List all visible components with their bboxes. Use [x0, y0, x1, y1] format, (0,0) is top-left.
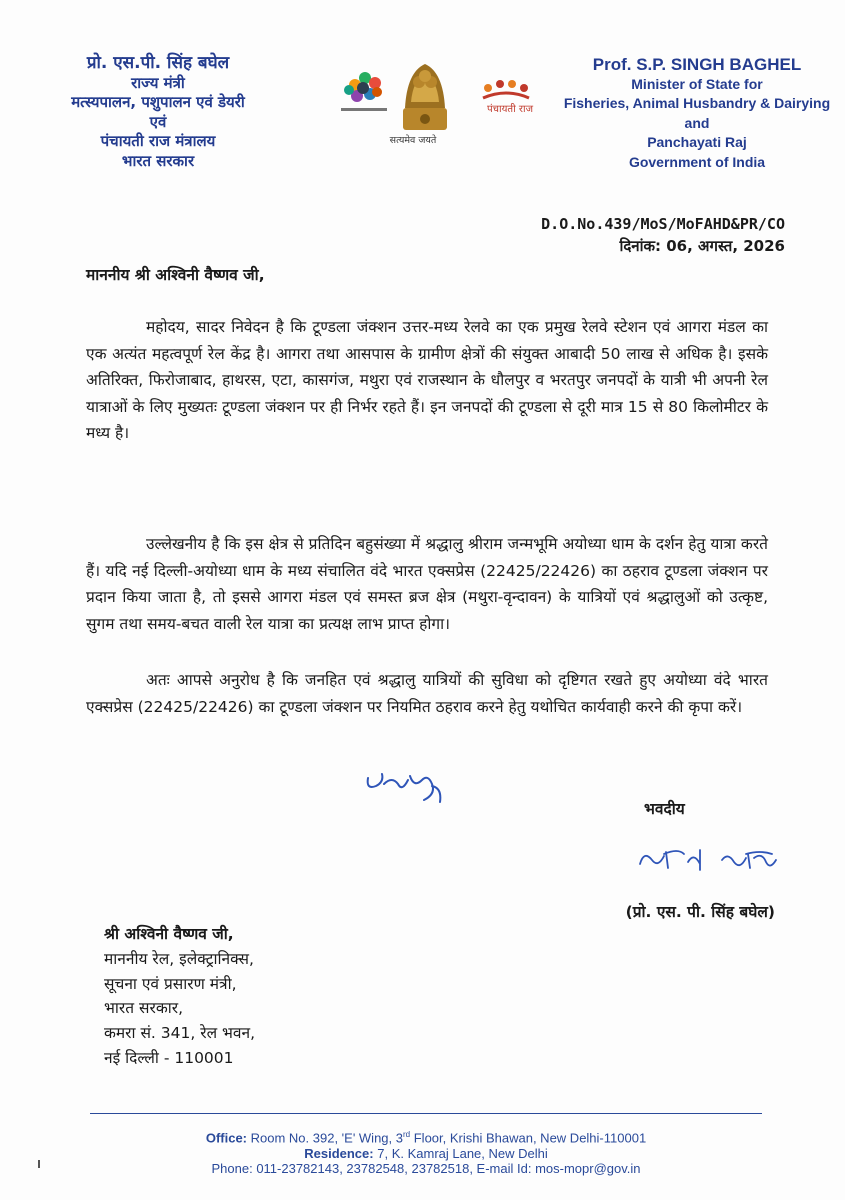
ministry-line-2-english: Panchayati Raj [647, 134, 747, 150]
reference-block [541, 213, 785, 257]
addressee-block [104, 922, 255, 1071]
office-address-sup: rd [403, 1130, 411, 1139]
ministry-line-2-hindi: पंचायती राज मंत्रालय [100, 132, 216, 150]
minister-name-english: Prof. S.P. SINGH BAGHEL [592, 55, 802, 74]
residence-label: Residence: [304, 1145, 374, 1161]
body-paragraph-2: उल्लेखनीय है कि इस क्षेत्र से प्रतिदिन बहुसंख्या में श्रद्धालु श्रीराम जन्मभूमि अयोध्या धाम के दर्शन हेतु यात्रा करते हैं। यदि नई दिल्ली-अयोध्या धाम के मध्य संचालित वंदे भारत एक्सप्रेस (22425/22426) का ठहराव टूण्डला जंक्शन पर प्रदान किया जाता है, तो इससे आगरा मंडल एवं समस्त ब्रज क्षेत्र (मथुरा-वृन्दावन) के यात्रियों एवं श्रद्धालुओं को उत्कृष्ट, सुगम तथा समय-बचत वाली रेल यात्रा का प्रत्यक्ष लाभ प्राप्त होगा। [86, 535, 768, 633]
addressee-line-1: माननीय रेल, इलेक्ट्रानिक्स, [104, 949, 254, 968]
footer-phone-email: Phone: 011-23782143, 23782548, 23782518, E-mail Id: mos-mopr@gov.in [211, 1161, 641, 1177]
addressee-line-2: सूचना एवं प्रसारण मंत्री, [104, 974, 237, 993]
ministry-line-english: Fisheries, Animal Husbandry & Dairying [563, 95, 831, 111]
addressee-line-3: भारत सरकार, [104, 999, 184, 1018]
letter-date: दिनांक: 06, अगस्त, 2026 [619, 237, 785, 255]
addressee-name: श्री अश्विनी वैष्णव जी, [104, 925, 234, 943]
ministry-line-hindi: मत्स्यपालन, पशुपालन एवं डेयरी [71, 93, 245, 111]
panchayati-raj-logo [483, 80, 529, 98]
government-english: Government of India [628, 153, 766, 170]
initials-signature [362, 766, 452, 814]
office-label: Office: [205, 1130, 247, 1146]
do-number: D.O.No.439/MoS/MoFAHD&PR/CO [541, 215, 785, 233]
office-address-pre: Room No. 392, 'E' Wing, 3 [250, 1130, 403, 1146]
minister-signature [634, 842, 784, 882]
designation-hindi: राज्य मंत्री [131, 73, 185, 92]
footer-divider [90, 1113, 762, 1114]
azadi-ka-amrit-mahotsav-logo [341, 72, 387, 111]
header-left-hindi [38, 54, 278, 171]
header-right-english [552, 55, 842, 172]
footer-block [90, 1127, 762, 1177]
salutation: माननीय श्री अश्विनी वैष्णव जी, [86, 266, 265, 284]
signer-name: (प्रो. एस. पी. सिंह बघेल) [625, 903, 775, 921]
national-emblem-icon [403, 64, 447, 130]
emblem-caption: सत्यमेव जयते [389, 135, 437, 146]
closing-text: भवदीय [644, 800, 685, 818]
minister-name-hindi: प्रो. एस.पी. सिंह बघेल [86, 53, 230, 73]
panchayati-raj-caption: पंचायती राज [487, 104, 533, 115]
addressee-line-5: नई दिल्ली - 110001 [104, 1048, 234, 1067]
designation-english: Minister of State for [631, 75, 763, 92]
footer-residence [90, 1146, 762, 1162]
body-paragraph-3: अतः आपसे अनुरोध है कि जनहित एवं श्रद्धालु यात्रियों की सुविधा को दृष्टिगत रखते हुए अयोध्या वंदे भारत एक्सप्रेस (22425/22426) का टूण्डला जंक्शन पर नियमित ठहराव करने हेतु यथोचित कार्यवाही करने की कृपा करें। [86, 671, 768, 716]
footer-office [90, 1127, 762, 1146]
page-mark [38, 1160, 40, 1168]
conjunction-english: and [684, 114, 710, 131]
body-paragraph-1: महोदय, सादर निवेदन है कि टूण्डला जंक्शन उत्तर-मध्य रेलवे का एक प्रमुख रेलवे स्टेशन एवं आगरा मंडल का एक अत्यंत महत्वपूर्ण रेल केंद्र है। आगरा तथा आसपास के ग्रामीण क्षेत्रों की संयुक्त आबादी 50 लाख से अधिक है। इसके अतिरिक्त, फिरोजाबाद, हाथरस, एटा, कासगंज, मथुरा एवं राजस्थान के धौलपुर व भरतपुर जनपदों के यात्री भी अपनी रेल यात्राओं के लिए मुख्यतः टूण्डला जंक्शन पर ही निर्भर रहते हैं। इन जनपदों की टूण्डला से दूरी मात्र 15 से 80 किलोमीटर के मध्य है। [86, 318, 768, 442]
addressee-line-4: कमरा सं. 341, रेल भवन, [104, 1024, 256, 1043]
government-hindi: भारत सरकार [121, 151, 195, 170]
conjunction-hindi: एवं [149, 112, 167, 131]
office-address-post: Floor, Krishi Bhawan, New Delhi-110001 [410, 1130, 647, 1146]
residence-address: 7, K. Kamraj Lane, New Delhi [377, 1145, 548, 1161]
